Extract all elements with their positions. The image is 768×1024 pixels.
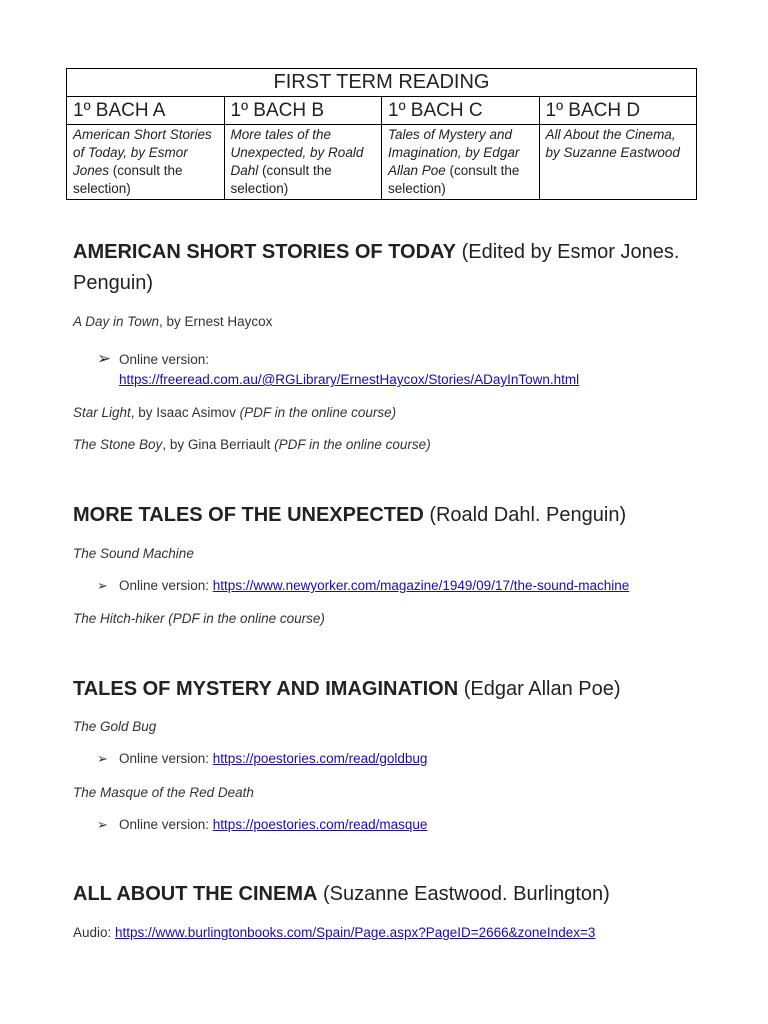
section-heading-cinema <box>73 879 713 910</box>
arrow-bullet-icon: ➢ <box>97 578 108 593</box>
story-title: Star Light <box>73 405 131 420</box>
col-desc-d <box>539 125 697 200</box>
online-version-item <box>97 815 427 835</box>
story-line <box>73 313 272 331</box>
story-title: The Gold Bug <box>73 719 157 734</box>
book-title: All About the Cinema, by Suzanne Eastwood <box>545 127 680 160</box>
story-link[interactable]: https://www.newyorker.com/magazine/1949/09/17/the-sound-machine <box>212 578 630 593</box>
story-note: (PDF in the online course) <box>274 437 431 452</box>
online-version-item <box>97 349 579 390</box>
story-line <box>73 718 156 736</box>
story-line <box>73 784 254 802</box>
book-title: More tales of the Unexpected, by Roald Dahl <box>230 127 364 178</box>
story-line <box>73 404 396 422</box>
online-label: Online version: <box>119 751 213 766</box>
section-title: TALES OF MYSTERY AND IMAGINATION <box>73 678 459 700</box>
audio-label: Audio: <box>73 925 116 940</box>
section-subtitle: (Edgar Allan Poe) <box>458 678 621 700</box>
col-desc-b <box>224 125 382 200</box>
book-title: Tales of Mystery and Imagination, by Edgar Allan Poe <box>388 127 520 178</box>
arrow-bullet-icon: ➢ <box>97 751 108 766</box>
arrow-bullet-icon: ➢ <box>97 817 108 832</box>
col-header-b: 1º BACH B <box>224 97 382 125</box>
section-heading-dahl <box>73 500 713 531</box>
online-label: Online version: <box>119 578 213 593</box>
story-link[interactable]: https://freeread.com.au/@RGLibrary/ErnestHaycox/Stories/ADayInTown.html <box>119 372 580 387</box>
story-link[interactable]: https://poestories.com/read/goldbug <box>212 751 428 766</box>
story-line <box>73 436 431 454</box>
book-note: (consult the selection) <box>230 163 332 196</box>
story-author: , by Gina Berriault <box>162 437 275 452</box>
col-desc-a <box>67 125 225 200</box>
story-title: The Hitch-hiker (PDF in the online course) <box>73 611 325 626</box>
col-header-c: 1º BACH C <box>382 97 540 125</box>
section-title: MORE TALES OF THE UNEXPECTED <box>73 504 424 526</box>
col-header-a: 1º BACH A <box>67 97 225 125</box>
story-title: The Masque of the Red Death <box>73 785 254 800</box>
book-note: (consult the selection) <box>73 163 183 196</box>
story-author: , by Isaac Asimov <box>130 405 240 420</box>
story-author: , by Ernest Haycox <box>159 314 273 329</box>
col-header-d: 1º BACH D <box>539 97 697 125</box>
story-title: The Sound Machine <box>73 546 194 561</box>
story-link[interactable]: https://poestories.com/read/masque <box>212 817 428 832</box>
table-title: FIRST TERM READING <box>67 69 697 97</box>
arrow-bullet-icon: ➢ <box>97 349 112 368</box>
section-title: ALL ABOUT THE CINEMA <box>73 883 318 905</box>
story-line <box>73 610 325 628</box>
section-heading-american <box>73 237 713 299</box>
section-heading-poe <box>73 674 713 705</box>
online-version-item <box>97 749 427 769</box>
audio-line <box>73 924 595 942</box>
story-line <box>73 545 194 563</box>
audio-link[interactable]: https://www.burlingtonbooks.com/Spain/Page.aspx?PageID=2666&zoneIndex=3 <box>115 925 596 940</box>
section-subtitle: (Suzanne Eastwood. Burlington) <box>317 883 610 905</box>
section-title: AMERICAN SHORT STORIES OF TODAY <box>73 241 457 263</box>
section-subtitle: (Edited by Esmor Jones. Penguin) <box>73 241 680 294</box>
story-title: A Day in Town <box>73 314 160 329</box>
story-note: (PDF in the online course) <box>239 405 397 420</box>
book-note: (consult the selection) <box>388 163 520 196</box>
reading-table <box>66 68 697 200</box>
online-label: Online version: <box>119 817 213 832</box>
story-title: The Stone Boy <box>73 437 163 452</box>
online-label: Online version: <box>119 352 210 367</box>
col-desc-c <box>382 125 540 200</box>
book-title: American Short Stories of Today, by Esmor Jones <box>73 127 212 178</box>
section-subtitle: (Roald Dahl. Penguin) <box>423 504 627 526</box>
online-version-item <box>97 576 629 596</box>
